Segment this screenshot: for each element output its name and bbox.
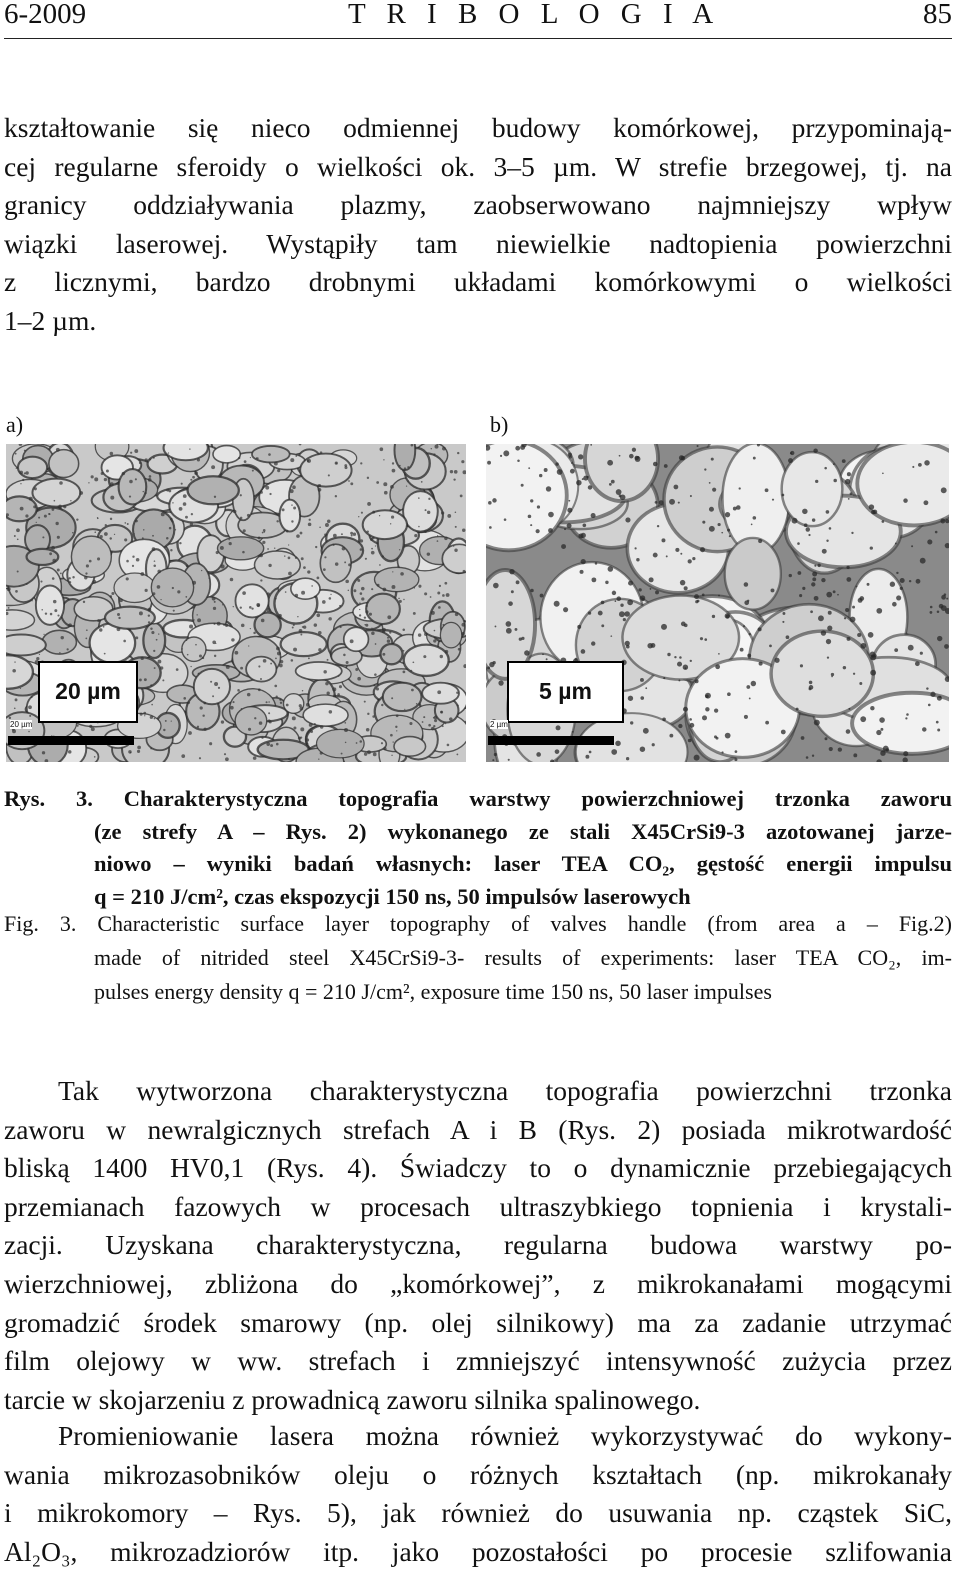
text-line: 1–2 µm. bbox=[4, 304, 97, 336]
text-line: Tak wytworzona charakterystyczna topografia powierzchni trzonka bbox=[58, 1075, 952, 1106]
text-line: kształtowanie się nieco odmiennej budowy komórkowej, przypominają- bbox=[4, 112, 952, 143]
caption-line: Fig. 3. Characteristic surface layer topography of valves handle (from area a – Fig.2) bbox=[4, 911, 952, 936]
caption-line: Rys. 3. Charakterystyczna topografia warstwy powierzchniowej trzonka zaworu bbox=[4, 786, 952, 811]
paragraph-topography bbox=[4, 1072, 952, 1419]
caption-line: niowo – wyniki badań własnych: laser TEA CO₂, gęstość energii impulsu bbox=[94, 851, 952, 876]
issue-number: 6-2009 bbox=[4, 0, 87, 30]
micro-scale-text-a: 20 µm bbox=[10, 720, 33, 729]
text-line: tarcie w skojarzeniu z prowadnicą zaworu silnika spalinowego. bbox=[4, 1383, 701, 1415]
scale-label-a: 20 µm bbox=[38, 661, 138, 723]
scale-bar-a bbox=[8, 736, 134, 745]
scale-label-b: 5 µm bbox=[507, 661, 624, 723]
text-line: Promieniowanie lasera można również wykorzystywać do wykony- bbox=[58, 1420, 952, 1451]
journal-title: T R I B O L O G I A bbox=[348, 0, 721, 30]
text-line: z licznymi, bardzo drobnymi układami komórkowymi o wielkości bbox=[4, 266, 952, 298]
text-line: zaworu w newralgicznych strefach A i B (Rys. 2) posiada mikrotwardość bbox=[4, 1113, 952, 1145]
text-line: zacji. Uzyskana charakterystyczna, regularna budowa warstwy po- bbox=[4, 1229, 952, 1261]
text-line: granicy oddziaływania plazmy, zaobserwowano najmniejszy wpływ bbox=[4, 189, 952, 221]
caption-line: made of nitrided steel X45CrSi9-3- results of experiments: laser TEA CO₂, im- bbox=[94, 945, 952, 970]
caption-english bbox=[4, 907, 952, 1009]
scale-bar-b bbox=[488, 736, 614, 745]
text-line: cej regularne sferoidy o wielkości ok. 3–5 µm. W strefie brzegowej, tj. na bbox=[4, 150, 952, 182]
text-line: bliską 1400 HV0,1 (Rys. 4). Świadczy to o dynamicznie przebiegających bbox=[4, 1152, 952, 1184]
caption-line: pulses energy density q = 210 J/cm², exposure time 150 ns, 50 laser impulses bbox=[94, 979, 772, 1004]
text-line: przemianach fazowych w procesach ultraszybkiego topnienia i krystali- bbox=[4, 1190, 952, 1222]
text-line: i mikrokomory – Rys. 5), jak również do usuwania np. cząstek SiC, bbox=[4, 1497, 952, 1529]
text-line: wiązki laserowej. Wystąpiły tam niewielkie nadtopienia powierzchni bbox=[4, 227, 952, 259]
page-header bbox=[4, 0, 952, 39]
caption-polish bbox=[4, 783, 952, 913]
figure-label-a: a) bbox=[6, 412, 24, 437]
figure-label-b: b) bbox=[490, 412, 509, 437]
caption-line: q = 210 J/cm², czas ekspozycji 150 ns, 50 impulsów laserowych bbox=[94, 883, 691, 909]
page-number: 85 bbox=[923, 0, 952, 30]
paragraph-intro bbox=[4, 109, 952, 341]
caption-line: (ze strefy A – Rys. 2) wykonanego ze stali X45CrSi9-3 azotowanej jarze- bbox=[94, 818, 952, 844]
text-line: film olejowy w ww. strefach i zmniejszyć intensywność zużycia przez bbox=[4, 1345, 952, 1377]
text-line: Al₂O₃, mikrozadziorów itp. jako pozostałości po procesie szlifowania bbox=[4, 1535, 952, 1567]
text-line: wania mikrozasobników oleju o różnych kształtach (np. mikrokanały bbox=[4, 1458, 952, 1490]
text-line: wierzchniowej, zbliżona do „komórkowej”, z mikrokanałami mogącymi bbox=[4, 1267, 952, 1299]
paragraph-laser bbox=[4, 1417, 952, 1571]
text-line: gromadzić środek smarowy (np. olej silnikowy) ma za zadanie utrzymać bbox=[4, 1306, 952, 1338]
micro-scale-text-b: 2 µm bbox=[490, 720, 508, 729]
